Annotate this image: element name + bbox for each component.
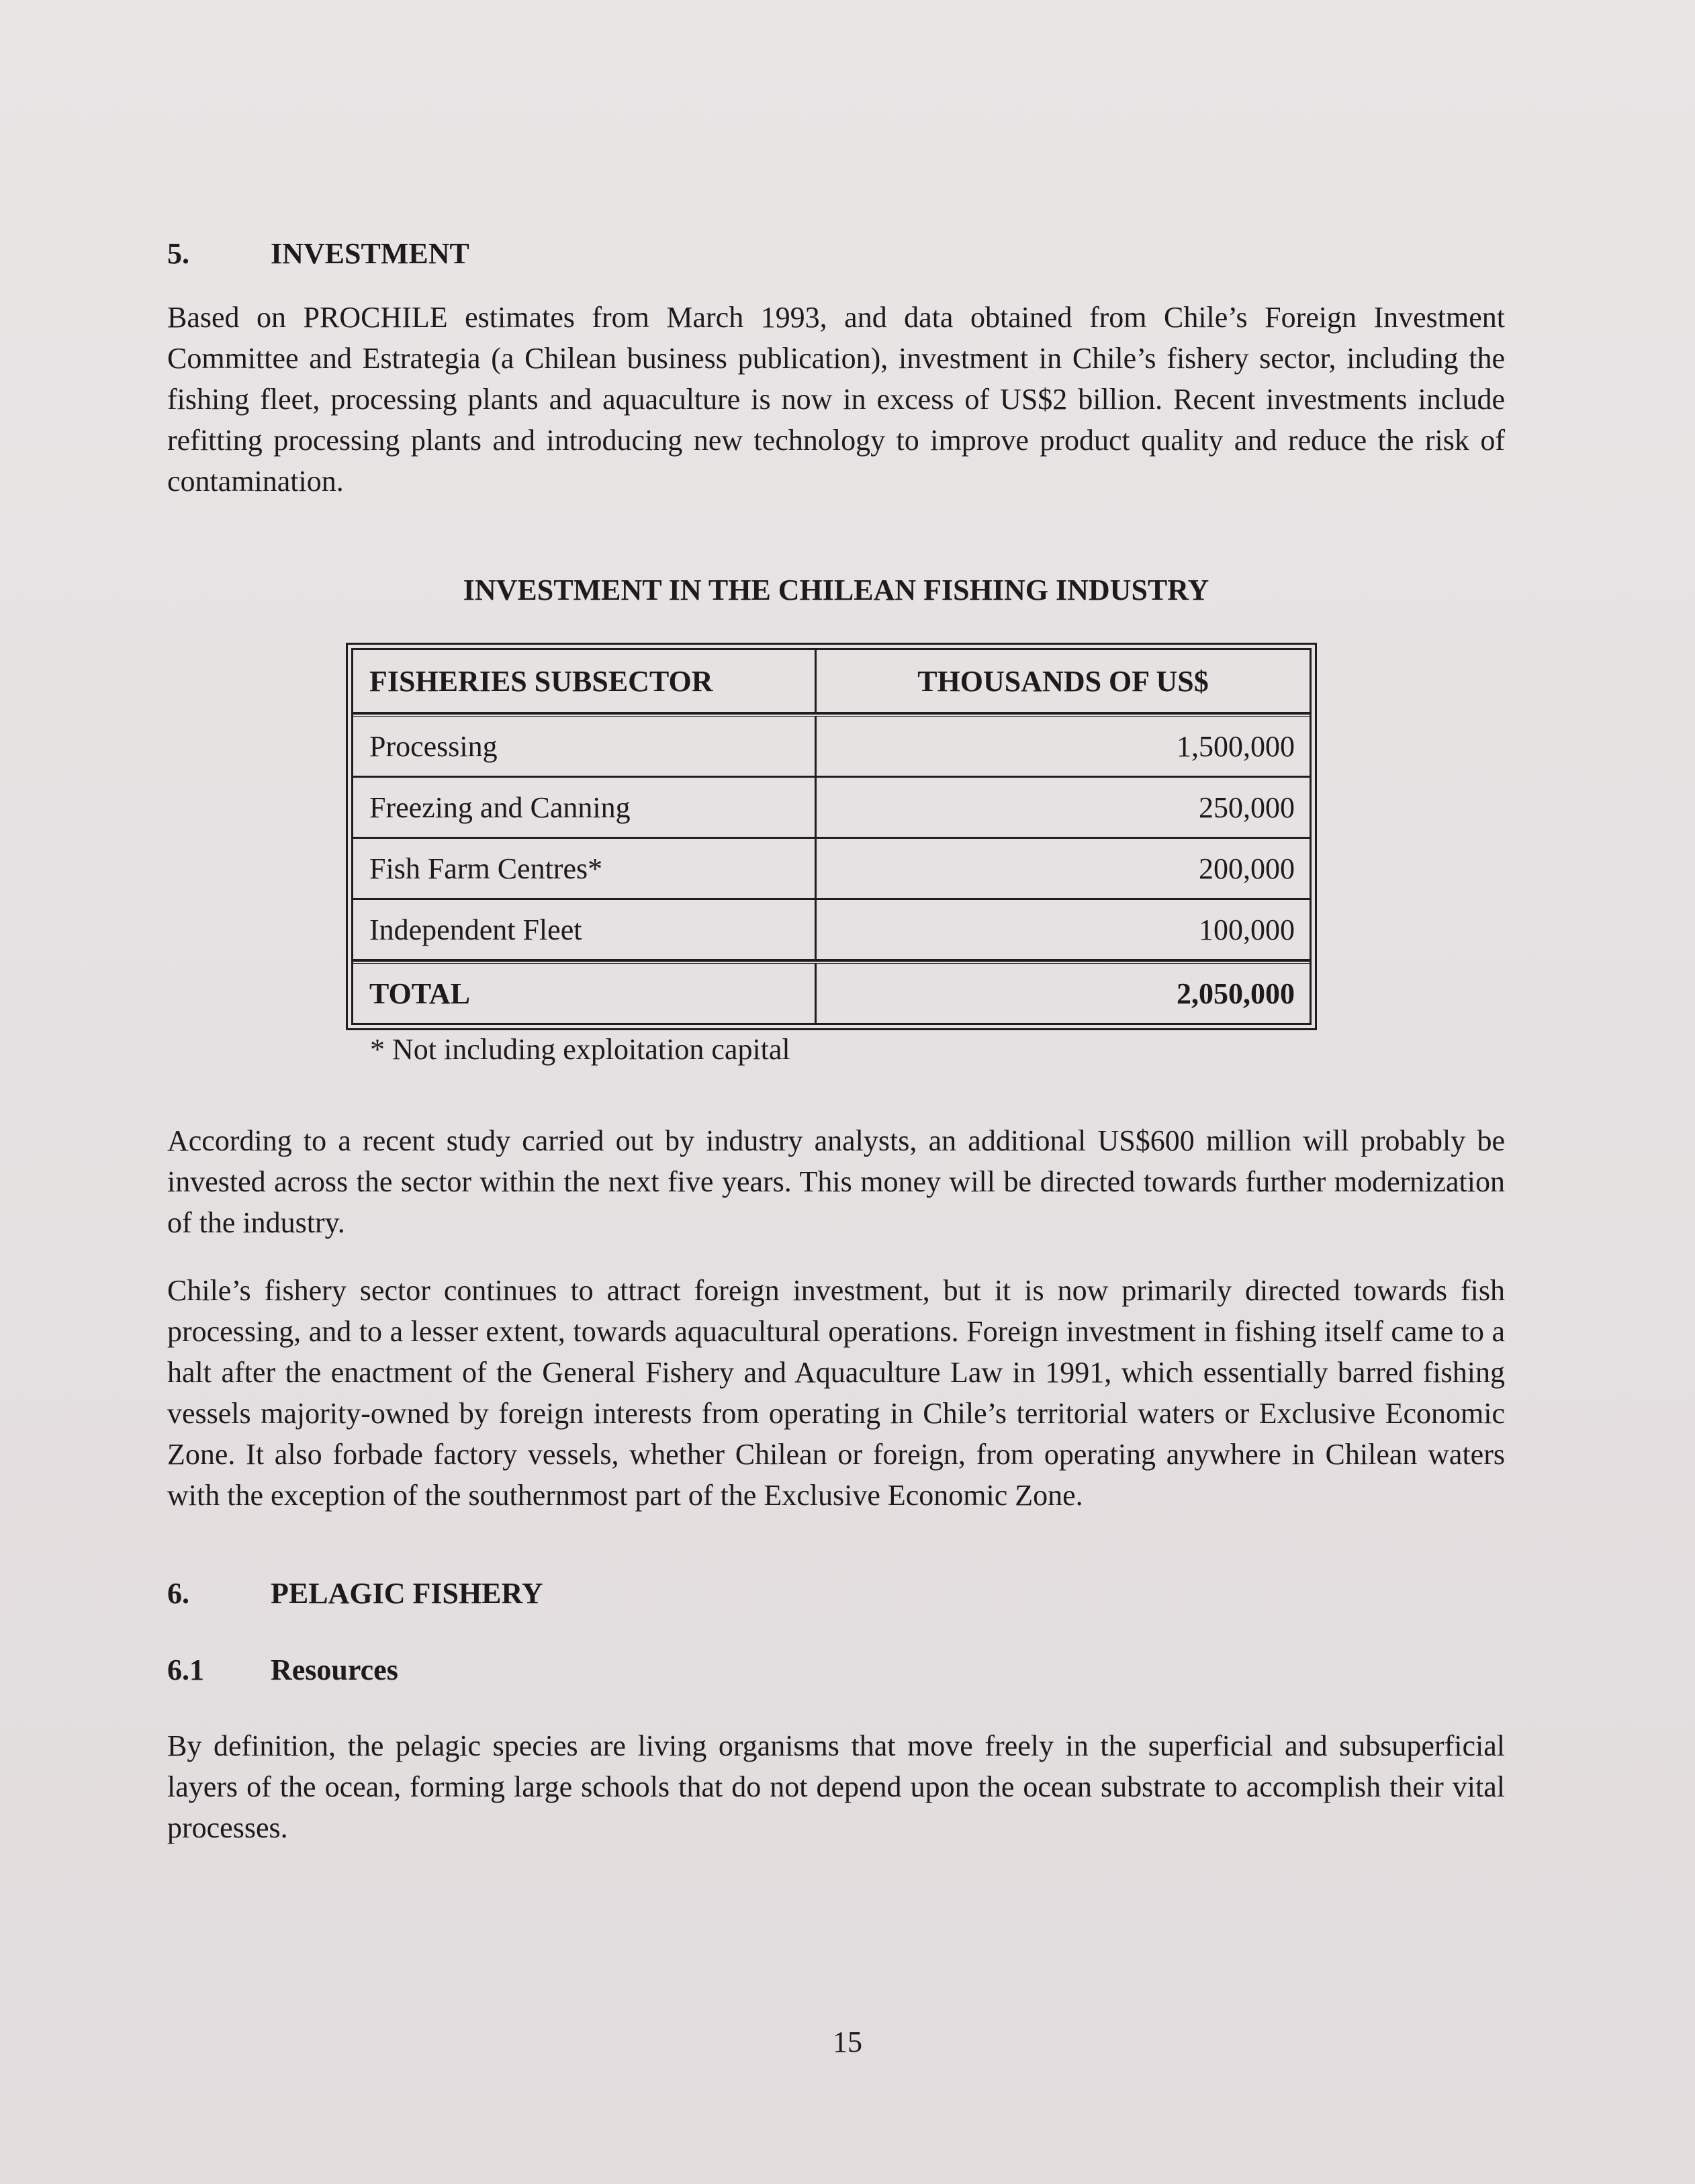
row-subsector: Freezing and Canning	[353, 778, 817, 837]
table-row	[353, 714, 1310, 778]
total-value: 2,050,000	[1177, 976, 1295, 1010]
section-5-number: 5.	[167, 237, 189, 270]
page-content	[167, 222, 1505, 1848]
header-value: THOUSANDS OF US$	[917, 664, 1209, 698]
subsection-6-1-number: 6.1	[167, 1653, 204, 1686]
table-footnote: * Not including exploitation capital	[370, 1033, 790, 1066]
subsection-6-1-heading	[167, 1651, 1505, 1689]
investment-table-inner	[351, 648, 1312, 1025]
header-subsector: FISHERIES SUBSECTOR	[353, 650, 817, 712]
row-value: 250,000	[1199, 790, 1295, 824]
investment-table-wrap	[346, 643, 1317, 1066]
investment-paragraph-2: According to a recent study carried out by industry analysts, an additional US$600 million will probably be invested across the sector within the next five years. This money will be directed towards further modernization of the industry.	[167, 1124, 1505, 1239]
pelagic-paragraph-1: By definition, the pelagic species are living organisms that move freely in the superficial and subsuperficial layers of the ocean, forming large schools that do not depend upon the ocean substrate to accomplish their vital processes.	[167, 1729, 1505, 1844]
section-5-heading	[167, 235, 1505, 273]
section-6-heading	[167, 1575, 1505, 1612]
section-5-title: INVESTMENT	[271, 237, 469, 270]
row-subsector: Processing	[353, 717, 817, 776]
section-6-number: 6.	[167, 1577, 189, 1610]
subsection-6-1-title: Resources	[271, 1653, 398, 1686]
table-title: INVESTMENT IN THE CHILEAN FISHING INDUSTRY	[463, 574, 1209, 606]
table-row	[353, 839, 1310, 900]
row-value: 1,500,000	[1177, 729, 1295, 763]
table-header-row	[353, 650, 1310, 714]
section-6-title: PELAGIC FISHERY	[271, 1577, 543, 1610]
total-label: TOTAL	[353, 964, 817, 1023]
row-value: 200,000	[1199, 852, 1295, 885]
investment-paragraph-3: Chile’s fishery sector continues to attract foreign investment, but it is now primarily directed towards fish processing, and to a lesser extent, towards aquacultural operations. Foreign investment in fishing itself came to a halt after the enactment of the General Fishery and Aquaculture Law in 1991, which essentially barred fishing vessels majority-owned by foreign interests from operating in Chile’s territorial waters or Exclusive Economic Zone. It also forbade factory vessels, whether Chilean or foreign, from operating anywhere in Chilean waters with the exception of the southernmost part of the Exclusive Economic Zone.	[167, 1274, 1505, 1512]
page-number: 15	[833, 2026, 862, 2058]
investment-table	[346, 643, 1317, 1030]
table-row	[353, 778, 1310, 839]
table-total-row	[353, 961, 1310, 1023]
row-value: 100,000	[1199, 913, 1295, 946]
row-subsector: Fish Farm Centres*	[353, 839, 817, 898]
investment-paragraph-1: Based on PROCHILE estimates from March 1993, and data obtained from Chile’s Foreign Investment Committee and Estrategia (a Chilean business publication), investment in Chile’s fishery sector, including the fishing fleet, processing plants and aquaculture is now in excess of US$2 billion. Recent investments include refitting processing plants and introducing new technology to improve product quality and reduce the risk of contamination.	[167, 301, 1505, 498]
table-row	[353, 900, 1310, 961]
row-subsector: Independent Fleet	[353, 900, 817, 959]
